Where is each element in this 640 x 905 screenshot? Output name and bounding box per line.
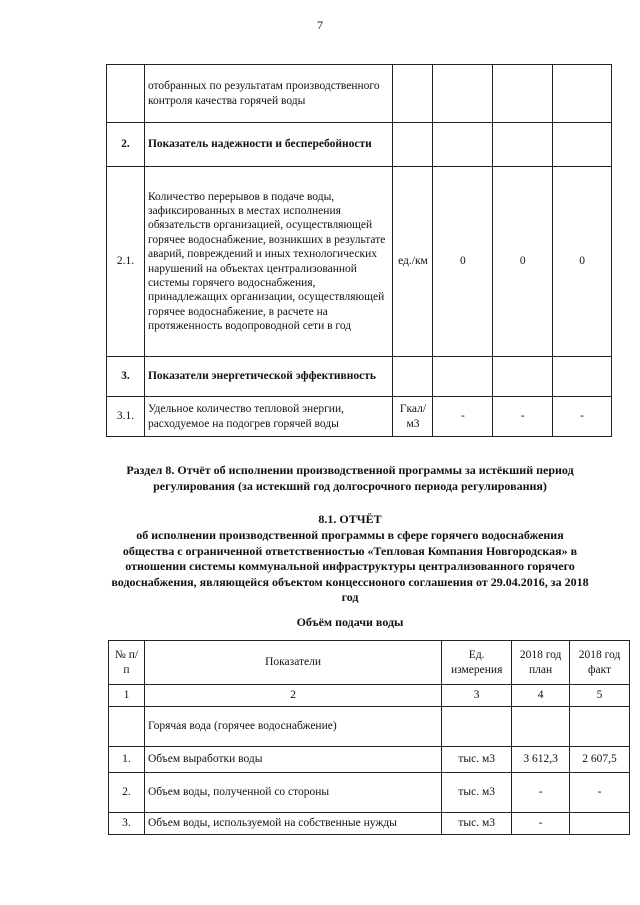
column-index: 4 [512, 685, 570, 707]
row-unit [393, 123, 433, 167]
section-heading: Раздел 8. Отчёт об исполнении производственной программы за истёкший период регулирования (за истекший год долгосрочного периода регулирования) [126, 463, 574, 493]
row-unit: ед./км [393, 167, 433, 357]
row-unit: тыс. м3 [442, 813, 512, 835]
row-number: 3.1. [107, 397, 145, 437]
row-value [553, 357, 612, 397]
table-row [109, 813, 630, 835]
row-value: 0 [433, 167, 493, 357]
row-name: Объем выработки воды [144, 747, 441, 773]
row-fact [570, 813, 630, 835]
table-row [107, 123, 612, 167]
row-value: - [553, 397, 612, 437]
column-index: 5 [570, 685, 630, 707]
table-row [107, 397, 612, 437]
column-header: Показатели [144, 641, 441, 685]
page-number: 7 [317, 18, 323, 32]
row-unit: тыс. м3 [442, 747, 512, 773]
row-plan: 3 612,3 [512, 747, 570, 773]
table-row [109, 747, 630, 773]
row-value [553, 65, 612, 123]
water-supply-table [108, 640, 630, 835]
column-index: 2 [144, 685, 441, 707]
row-number: 2. [109, 773, 145, 813]
indicators-table [106, 64, 612, 437]
table-row [107, 167, 612, 357]
row-number: 1. [109, 747, 145, 773]
row-number: 2. [107, 123, 145, 167]
row-value [433, 357, 493, 397]
row-value [433, 123, 493, 167]
row-text: Удельное количество тепловой энергии, расходуемое на подогрев горячей воды [144, 397, 393, 437]
row-name: Объем воды, полученной со стороны [144, 773, 441, 813]
row-value: 0 [553, 167, 612, 357]
table-row [107, 357, 612, 397]
row-value: 0 [493, 167, 553, 357]
column-header: Ед. измерения [442, 641, 512, 685]
table-header-row [109, 641, 630, 685]
column-header: 2018 год факт [570, 641, 630, 685]
row-value: - [493, 397, 553, 437]
row-number: 3. [109, 813, 145, 835]
row-value [433, 65, 493, 123]
row-value [553, 123, 612, 167]
table-row [109, 707, 630, 747]
row-plan [512, 707, 570, 747]
row-number: 2.1. [107, 167, 145, 357]
report-title: 8.1. ОТЧЁТ [318, 512, 382, 526]
row-text: отобранных по результатам производственного контроля качества горячей воды [144, 65, 393, 123]
row-name: Объем воды, используемой на собственные нужды [144, 813, 441, 835]
row-plan: - [512, 773, 570, 813]
row-value [493, 65, 553, 123]
row-text: Показатель надежности и бесперебойности [144, 123, 393, 167]
row-unit [393, 357, 433, 397]
row-plan: - [512, 813, 570, 835]
row-number: 3. [107, 357, 145, 397]
row-unit: Гкал/м3 [393, 397, 433, 437]
table-title: Объём подачи воды [296, 615, 404, 629]
table-index-row [109, 685, 630, 707]
table-row [107, 65, 612, 123]
row-fact: - [570, 773, 630, 813]
row-text: Количество перерывов в подаче воды, зафиксированных в местах исполнения обязательств организацией, осуществляющей горячее водоснабжение, возникших в результате аварий, повреждений и иных технологических нарушений на объектах централизованной системы горячего водоснабжения, принадлежащих организации, осуществляющей горячее водоснабжение, в расчете на протяженность водопроводной сети в год [144, 167, 393, 357]
row-unit: тыс. м3 [442, 773, 512, 813]
row-fact [570, 707, 630, 747]
row-text: Показатели энергетической эффективность [144, 357, 393, 397]
row-value: - [433, 397, 493, 437]
report-description: об исполнении производственной программы в сфере горячего водоснабжения общества с ограниченной ответственностью «Тепловая Компания Новгородская» в отношении системы коммунальной инфраструктуры централизованного горячего водоснабжения, являющейся объектом концессионого соглашения от 29.04.2016, за 2018 год [111, 528, 589, 605]
row-value [493, 123, 553, 167]
row-fact: 2 607,5 [570, 747, 630, 773]
row-unit [393, 65, 433, 123]
row-value [493, 357, 553, 397]
row-unit [442, 707, 512, 747]
table-row [109, 773, 630, 813]
column-header: № п/п [109, 641, 145, 685]
column-index: 3 [442, 685, 512, 707]
column-index: 1 [109, 685, 145, 707]
row-number [109, 707, 145, 747]
row-name: Горячая вода (горячее водоснабжение) [144, 707, 441, 747]
row-number [107, 65, 145, 123]
column-header: 2018 год план [512, 641, 570, 685]
